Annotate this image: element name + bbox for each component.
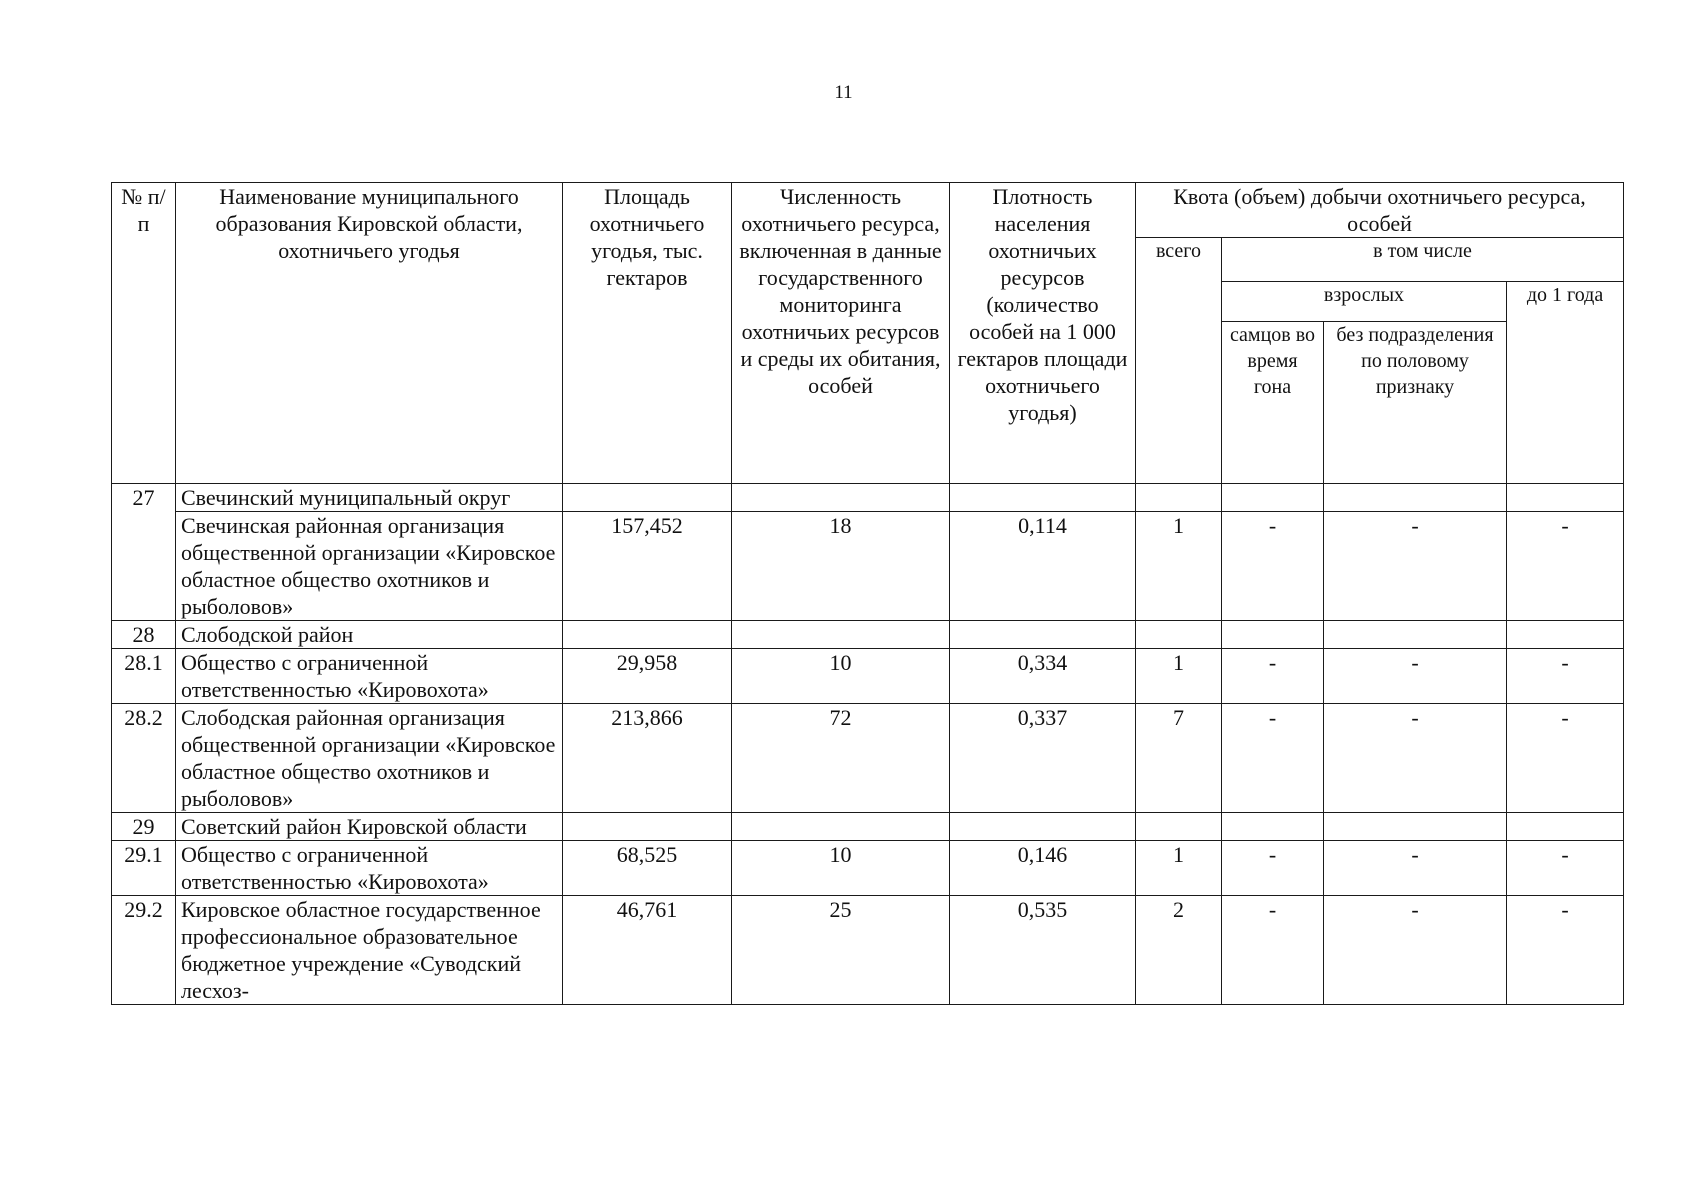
header-area: Площадь охотничьего угодья, тыс. гектаров bbox=[563, 183, 732, 484]
row-total bbox=[1136, 621, 1222, 649]
table-row bbox=[112, 813, 1624, 841]
table-row bbox=[112, 704, 1624, 813]
row-count: 10 bbox=[732, 649, 950, 704]
row-area: 68,525 bbox=[563, 841, 732, 896]
row-number: 29 bbox=[112, 813, 176, 841]
row-total bbox=[1136, 813, 1222, 841]
row-count: 25 bbox=[732, 896, 950, 1005]
row-area: 29,958 bbox=[563, 649, 732, 704]
row-area bbox=[563, 813, 732, 841]
row-total: 1 bbox=[1136, 841, 1222, 896]
row-nosex: - bbox=[1324, 649, 1507, 704]
table-row bbox=[112, 484, 1624, 512]
table-row bbox=[112, 841, 1624, 896]
row-count bbox=[732, 484, 950, 512]
row-area: 46,761 bbox=[563, 896, 732, 1005]
row-count: 18 bbox=[732, 512, 950, 621]
row-nosex bbox=[1324, 484, 1507, 512]
row-males: - bbox=[1222, 512, 1324, 621]
header-adults: взрослых bbox=[1222, 282, 1507, 322]
row-nosex bbox=[1324, 621, 1507, 649]
row-total: 1 bbox=[1136, 649, 1222, 704]
row-name: Слободская районная организация общественной организации «Кировское областное общество охотников и рыболовов» bbox=[176, 704, 563, 813]
table-row bbox=[112, 649, 1624, 704]
row-males bbox=[1222, 621, 1324, 649]
row-density: 0,535 bbox=[950, 896, 1136, 1005]
row-males bbox=[1222, 484, 1324, 512]
row-name: Общество с ограниченной ответственностью «Кировохота» bbox=[176, 841, 563, 896]
row-nosex bbox=[1324, 813, 1507, 841]
row-under1: - bbox=[1507, 841, 1624, 896]
row-total: 2 bbox=[1136, 896, 1222, 1005]
row-density: 0,146 bbox=[950, 841, 1136, 896]
row-name: Свечинский муниципальный округ bbox=[176, 484, 563, 512]
row-name: Общество с ограниченной ответственностью «Кировохота» bbox=[176, 649, 563, 704]
row-males: - bbox=[1222, 704, 1324, 813]
row-nosex: - bbox=[1324, 896, 1507, 1005]
header-no: № п/п bbox=[112, 183, 176, 484]
table-row bbox=[112, 621, 1624, 649]
row-name: Кировское областное государственное профессиональное образовательное бюджетное учреждение «Суводский лесхоз- bbox=[176, 896, 563, 1005]
row-number: 28 bbox=[112, 621, 176, 649]
row-total: 7 bbox=[1136, 704, 1222, 813]
row-under1: - bbox=[1507, 512, 1624, 621]
row-count: 72 bbox=[732, 704, 950, 813]
row-total: 1 bbox=[1136, 512, 1222, 621]
header-males-rut: самцов во время гона bbox=[1222, 322, 1324, 484]
row-number: 29.2 bbox=[112, 896, 176, 1005]
row-density bbox=[950, 621, 1136, 649]
header-quota: Квота (объем) добычи охотничьего ресурса, особей bbox=[1136, 183, 1624, 238]
row-density bbox=[950, 484, 1136, 512]
row-count: 10 bbox=[732, 841, 950, 896]
row-males: - bbox=[1222, 896, 1324, 1005]
row-males: - bbox=[1222, 649, 1324, 704]
header-including: в том числе bbox=[1222, 238, 1624, 282]
row-under1: - bbox=[1507, 704, 1624, 813]
row-name: Свечинская районная организация общественной организации «Кировское областное общество охотников и рыболовов» bbox=[176, 512, 563, 621]
row-density: 0,337 bbox=[950, 704, 1136, 813]
header-total: всего bbox=[1136, 238, 1222, 484]
table-row bbox=[112, 896, 1624, 1005]
row-nosex: - bbox=[1324, 512, 1507, 621]
row-name: Слободской район bbox=[176, 621, 563, 649]
table-row bbox=[112, 512, 1624, 621]
row-total bbox=[1136, 484, 1222, 512]
row-number: 29.1 bbox=[112, 841, 176, 896]
row-area: 213,866 bbox=[563, 704, 732, 813]
row-males bbox=[1222, 813, 1324, 841]
row-under1 bbox=[1507, 813, 1624, 841]
row-density: 0,334 bbox=[950, 649, 1136, 704]
row-density bbox=[950, 813, 1136, 841]
row-males: - bbox=[1222, 841, 1324, 896]
row-number: 28.2 bbox=[112, 704, 176, 813]
page-number: 11 bbox=[834, 82, 853, 103]
row-under1: - bbox=[1507, 649, 1624, 704]
row-count bbox=[732, 813, 950, 841]
row-area bbox=[563, 621, 732, 649]
row-under1: - bbox=[1507, 896, 1624, 1005]
row-nosex: - bbox=[1324, 704, 1507, 813]
row-number: 27 bbox=[112, 484, 176, 621]
row-under1 bbox=[1507, 621, 1624, 649]
row-name: Советский район Кировской области bbox=[176, 813, 563, 841]
row-area: 157,452 bbox=[563, 512, 732, 621]
row-nosex: - bbox=[1324, 841, 1507, 896]
row-under1 bbox=[1507, 484, 1624, 512]
row-number: 28.1 bbox=[112, 649, 176, 704]
header-name: Наименование муниципального образования Кировской области, охотничьего угодья bbox=[176, 183, 563, 484]
header-under-one-year: до 1 года bbox=[1507, 282, 1624, 484]
row-density: 0,114 bbox=[950, 512, 1136, 621]
header-no-sex-division: без подразделения по половому признаку bbox=[1324, 322, 1507, 484]
row-area bbox=[563, 484, 732, 512]
row-count bbox=[732, 621, 950, 649]
header-density: Плотность населения охотничьих ресурсов (количество особей на 1 000 гектаров площади охотничьего угодья) bbox=[950, 183, 1136, 484]
hunting-quota-table bbox=[111, 182, 1624, 1005]
header-count: Численность охотничьего ресурса, включенная в данные государственного мониторинга охотничьих ресурсов и среды их обитания, особей bbox=[732, 183, 950, 484]
